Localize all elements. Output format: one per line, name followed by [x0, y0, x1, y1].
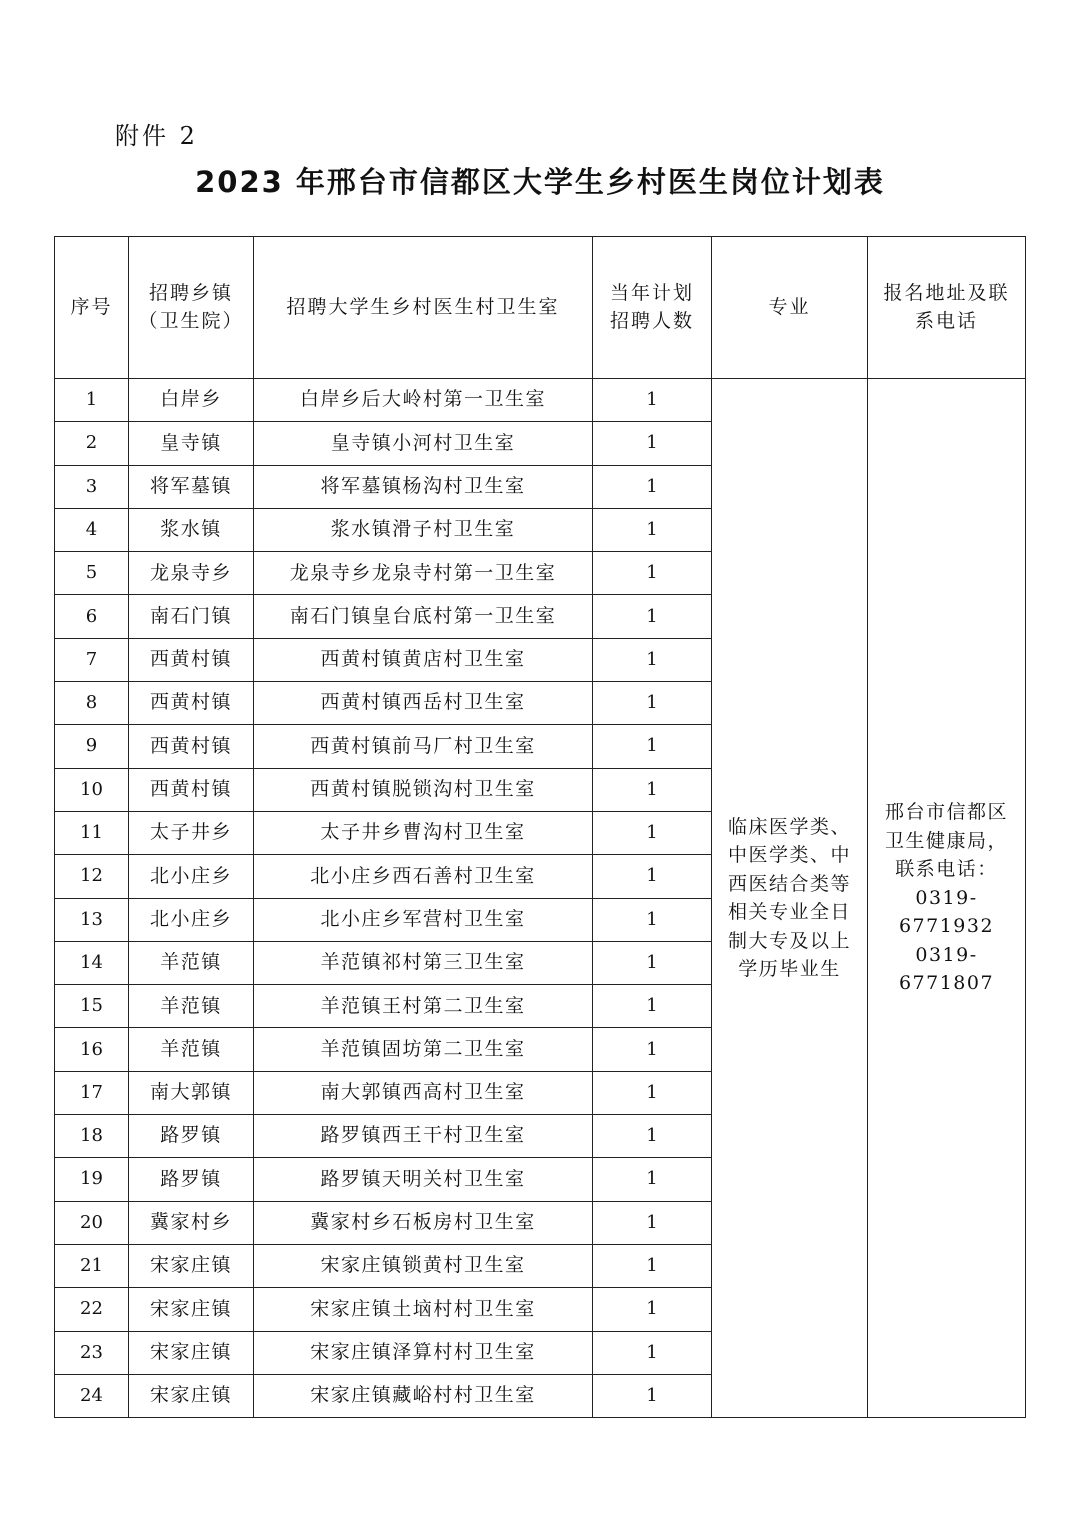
table-row: [55, 379, 1026, 422]
cell-seq: 5: [55, 552, 129, 595]
cell-clinic: 西黄村镇西岳村卫生室: [254, 682, 593, 725]
cell-seq: 7: [55, 638, 129, 681]
contact-org-line2: 卫生健康局，: [884, 829, 1008, 852]
cell-town: 宋家庄镇: [129, 1331, 254, 1374]
cell-seq: 2: [55, 422, 129, 465]
cell-clinic: 龙泉寺乡龙泉寺村第一卫生室: [254, 552, 593, 595]
contact-phone-1: 0319-6771932: [898, 886, 995, 938]
cell-plan-count: 1: [593, 985, 712, 1028]
cell-plan-count: 1: [593, 898, 712, 941]
cell-seq: 15: [55, 985, 129, 1028]
cell-plan-count: 1: [593, 422, 712, 465]
cell-clinic: 西黄村镇黄店村卫生室: [254, 638, 593, 681]
header-clinic: 招聘大学生乡村医生村卫生室: [254, 237, 593, 379]
cell-clinic: 白岸乡后大岭村第一卫生室: [254, 379, 593, 422]
cell-clinic: 宋家庄镇泽算村村卫生室: [254, 1331, 593, 1374]
cell-plan-count: 1: [593, 638, 712, 681]
cell-seq: 1: [55, 379, 129, 422]
cell-clinic: 北小庄乡军营村卫生室: [254, 898, 593, 941]
cell-plan-count: 1: [593, 465, 712, 508]
cell-town: 宋家庄镇: [129, 1244, 254, 1287]
cell-seq: 6: [55, 595, 129, 638]
header-plan-count: [593, 237, 712, 379]
cell-town: 南石门镇: [129, 595, 254, 638]
cell-clinic: 将军墓镇杨沟村卫生室: [254, 465, 593, 508]
cell-plan-count: 1: [593, 768, 712, 811]
cell-clinic: 浆水镇滑子村卫生室: [254, 508, 593, 551]
header-contact: [868, 237, 1026, 379]
cell-seq: 24: [55, 1374, 129, 1417]
cell-clinic: 皇寺镇小河村卫生室: [254, 422, 593, 465]
header-seq: 序号: [55, 237, 129, 379]
cell-town: 西黄村镇: [129, 638, 254, 681]
cell-plan-count: 1: [593, 1374, 712, 1417]
cell-seq: 9: [55, 725, 129, 768]
cell-town: 宋家庄镇: [129, 1374, 254, 1417]
cell-plan-count: 1: [593, 1331, 712, 1374]
contact-phone-label: 联系电话：: [895, 858, 998, 881]
cell-town: 皇寺镇: [129, 422, 254, 465]
cell-clinic: 南石门镇皇台底村第一卫生室: [254, 595, 593, 638]
cell-plan-count: 1: [593, 595, 712, 638]
cell-clinic: 太子井乡曹沟村卫生室: [254, 811, 593, 854]
cell-clinic: 路罗镇天明关村卫生室: [254, 1158, 593, 1201]
cell-seq: 17: [55, 1071, 129, 1114]
cell-town: 将军墓镇: [129, 465, 254, 508]
cell-town: 太子井乡: [129, 811, 254, 854]
cell-plan-count: 1: [593, 1244, 712, 1287]
cell-town: 羊范镇: [129, 1028, 254, 1071]
cell-town: 羊范镇: [129, 941, 254, 984]
cell-plan-count: 1: [593, 552, 712, 595]
cell-seq: 20: [55, 1201, 129, 1244]
cell-plan-count: 1: [593, 855, 712, 898]
cell-clinic: 羊范镇王村第二卫生室: [254, 985, 593, 1028]
cell-town: 浆水镇: [129, 508, 254, 551]
contact-org-line1: 邢台市信都区: [884, 801, 1008, 824]
cell-clinic: 冀家村乡石板房村卫生室: [254, 1201, 593, 1244]
attachment-label: 附件 2: [115, 122, 198, 150]
cell-seq: 8: [55, 682, 129, 725]
cell-plan-count: 1: [593, 1201, 712, 1244]
cell-seq: 16: [55, 1028, 129, 1071]
cell-plan-count: 1: [593, 1028, 712, 1071]
cell-seq: 13: [55, 898, 129, 941]
cell-seq: 22: [55, 1288, 129, 1331]
header-plan-line2: 招聘人数: [609, 309, 694, 332]
cell-town: 白岸乡: [129, 379, 254, 422]
cell-clinic: 羊范镇祁村第三卫生室: [254, 941, 593, 984]
cell-plan-count: 1: [593, 379, 712, 422]
cell-town: 宋家庄镇: [129, 1288, 254, 1331]
cell-town: 路罗镇: [129, 1115, 254, 1158]
cell-clinic: 宋家庄镇土垴村村卫生室: [254, 1288, 593, 1331]
cell-seq: 19: [55, 1158, 129, 1201]
cell-seq: 4: [55, 508, 129, 551]
header-contact-line2: 系电话: [914, 309, 978, 332]
cell-plan-count: 1: [593, 1158, 712, 1201]
cell-town: 路罗镇: [129, 1158, 254, 1201]
cell-seq: 23: [55, 1331, 129, 1374]
recruitment-plan-table: [54, 236, 1026, 1418]
cell-plan-count: 1: [593, 941, 712, 984]
cell-plan-count: 1: [593, 508, 712, 551]
cell-clinic: 路罗镇西王干村卫生室: [254, 1115, 593, 1158]
cell-clinic: 西黄村镇前马厂村卫生室: [254, 725, 593, 768]
cell-clinic: 北小庄乡西石善村卫生室: [254, 855, 593, 898]
cell-major: 临床医学类、中医学类、中西医结合类等相关专业全日制大专及以上学历毕业生: [712, 379, 868, 1418]
table-header-row: [55, 237, 1026, 379]
cell-town: 北小庄乡: [129, 898, 254, 941]
cell-clinic: 西黄村镇脱锁沟村卫生室: [254, 768, 593, 811]
cell-town: 西黄村镇: [129, 682, 254, 725]
cell-town: 西黄村镇: [129, 725, 254, 768]
cell-plan-count: 1: [593, 682, 712, 725]
header-town: [129, 237, 254, 379]
cell-clinic: 宋家庄镇锁黄村卫生室: [254, 1244, 593, 1287]
cell-town: 北小庄乡: [129, 855, 254, 898]
cell-town: 冀家村乡: [129, 1201, 254, 1244]
cell-seq: 12: [55, 855, 129, 898]
contact-phone-2: 0319-6771807: [898, 943, 995, 995]
table-body: [55, 379, 1026, 1418]
page-title: 2023 年邢台市信都区大学生乡村医生岗位计划表: [195, 165, 885, 199]
cell-seq: 18: [55, 1115, 129, 1158]
header-plan-line1: 当年计划: [609, 281, 694, 304]
header-town-line2: （卫生院）: [138, 309, 244, 332]
cell-plan-count: 1: [593, 1288, 712, 1331]
header-major: 专业: [712, 237, 868, 379]
cell-seq: 21: [55, 1244, 129, 1287]
header-contact-line1: 报名地址及联: [883, 281, 1010, 304]
cell-clinic: 宋家庄镇藏峪村村卫生室: [254, 1374, 593, 1417]
cell-plan-count: 1: [593, 811, 712, 854]
cell-plan-count: 1: [593, 1071, 712, 1114]
cell-seq: 3: [55, 465, 129, 508]
cell-town: 南大郭镇: [129, 1071, 254, 1114]
cell-seq: 14: [55, 941, 129, 984]
cell-seq: 11: [55, 811, 129, 854]
cell-plan-count: 1: [593, 1115, 712, 1158]
cell-seq: 10: [55, 768, 129, 811]
cell-plan-count: 1: [593, 725, 712, 768]
header-town-line1: 招聘乡镇: [148, 281, 233, 304]
cell-town: 西黄村镇: [129, 768, 254, 811]
cell-clinic: 羊范镇固坊第二卫生室: [254, 1028, 593, 1071]
cell-town: 羊范镇: [129, 985, 254, 1028]
cell-contact: [868, 379, 1026, 1418]
cell-clinic: 南大郭镇西高村卫生室: [254, 1071, 593, 1114]
cell-town: 龙泉寺乡: [129, 552, 254, 595]
